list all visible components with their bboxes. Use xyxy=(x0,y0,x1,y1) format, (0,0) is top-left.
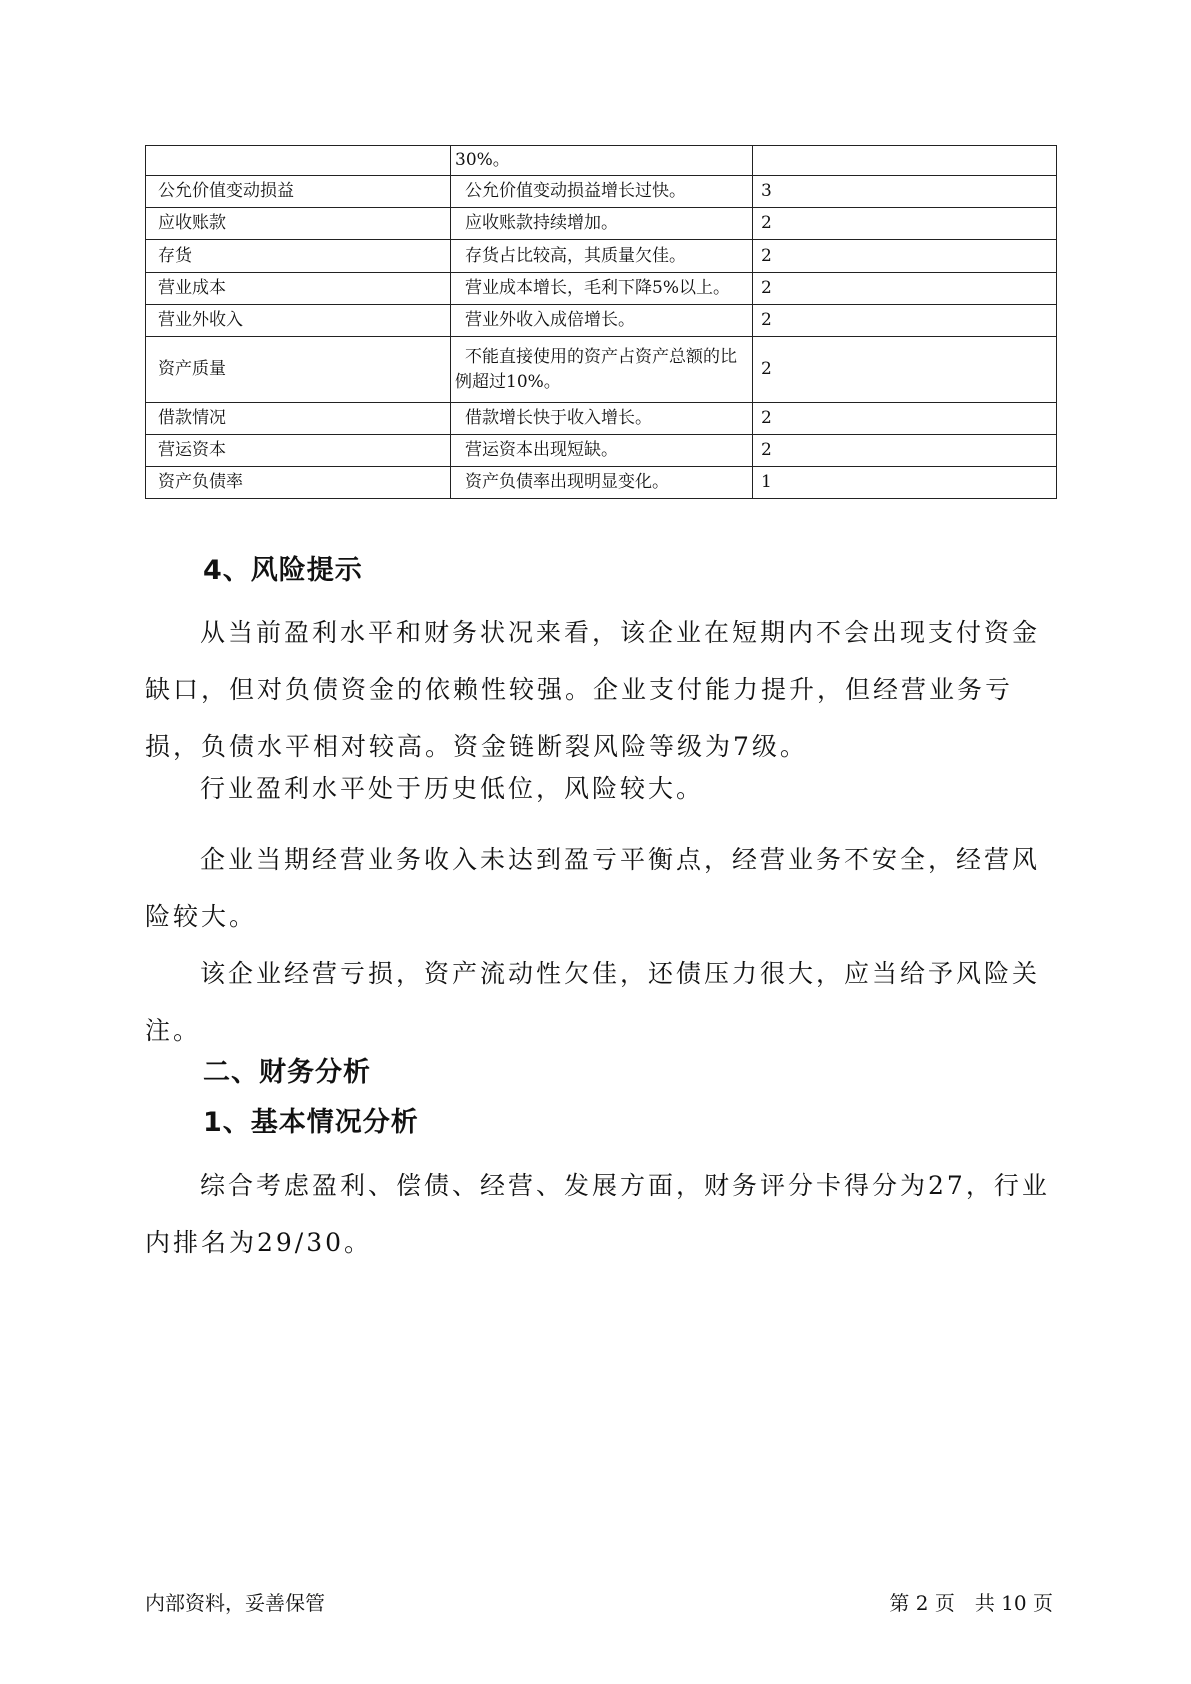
finance-subsection-heading: 1、基本情况分析 xyxy=(203,1107,419,1138)
finance-paragraph-text: 综合考虑盈利、偿债、经营、发展方面，财务评分卡得分为27，行业内排名为29/30。 xyxy=(145,1171,1050,1257)
table-cell-item: 资产负债率 xyxy=(146,467,451,499)
table-cell-score: 2 xyxy=(753,240,1057,273)
table-cell-desc: 借款增长快于收入增长。 xyxy=(451,403,753,435)
table-row xyxy=(146,467,1057,499)
table-row xyxy=(146,208,1057,240)
table-cell-score: 1 xyxy=(753,467,1057,499)
risk-paragraph-3 xyxy=(145,831,1060,945)
table-cell-desc: 不能直接使用的资产占资产总额的比例超过10%。 xyxy=(451,337,753,403)
table-cell-score: 2 xyxy=(753,403,1057,435)
table-cell-score: 2 xyxy=(753,337,1057,403)
table-row xyxy=(146,337,1057,403)
table-row xyxy=(146,305,1057,337)
table-cell-desc: 30%。 xyxy=(451,146,753,176)
footer-page-number: 第 2 页 共 10 页 xyxy=(889,1591,1053,1615)
risk-paragraph-1-text: 从当前盈利水平和财务状况来看，该企业在短期内不会出现支付资金缺口，但对负债资金的依赖性较强。企业支付能力提升，但经营业务亏损，负债水平相对较高。资金链断裂风险等级为7级。 xyxy=(145,618,1041,761)
table-cell-desc: 资产负债率出现明显变化。 xyxy=(451,467,753,499)
risk-paragraph-2-text: 行业盈利水平处于历史低位，风险较大。 xyxy=(200,774,705,803)
table-row xyxy=(146,240,1057,273)
table-cell-item: 营业成本 xyxy=(146,273,451,305)
table-cell-desc: 营运资本出现短缺。 xyxy=(451,435,753,467)
table-cell-item: 公允价值变动损益 xyxy=(146,176,451,208)
table-row xyxy=(146,176,1057,208)
table-cell-item: 营运资本 xyxy=(146,435,451,467)
table-cell-item: 应收账款 xyxy=(146,208,451,240)
risk-paragraph-2 xyxy=(145,760,1060,817)
table-row xyxy=(146,403,1057,435)
risk-paragraph-4 xyxy=(145,945,1060,1059)
table-cell-score: 3 xyxy=(753,176,1057,208)
table-cell-score: 2 xyxy=(753,273,1057,305)
table-row xyxy=(146,435,1057,467)
finance-section-heading: 二、财务分析 xyxy=(203,1057,371,1088)
table-cell-desc: 营业成本增长，毛利下降5%以上。 xyxy=(451,273,753,305)
risk-paragraph-3-text: 企业当期经营业务收入未达到盈亏平衡点，经营业务不安全，经营风险较大。 xyxy=(145,845,1041,931)
table-cell-desc: 公允价值变动损益增长过快。 xyxy=(451,176,753,208)
table-cell-item: 存货 xyxy=(146,240,451,273)
risk-paragraph-4-text: 该企业经营亏损，资产流动性欠佳，还债压力很大，应当给予风险关注。 xyxy=(145,959,1041,1045)
table-cell-item: 借款情况 xyxy=(146,403,451,435)
table-cell-item xyxy=(146,146,451,176)
finance-paragraph xyxy=(145,1157,1060,1271)
table-cell-score xyxy=(753,146,1057,176)
risk-paragraph-1 xyxy=(145,604,1060,775)
risk-indicator-table xyxy=(145,145,1057,499)
table-cell-desc: 应收账款持续增加。 xyxy=(451,208,753,240)
table-cell-item: 营业外收入 xyxy=(146,305,451,337)
table-cell-score: 2 xyxy=(753,435,1057,467)
table-cell-item: 资产质量 xyxy=(146,337,451,403)
table-cell-score: 2 xyxy=(753,208,1057,240)
footer-confidential-note: 内部资料，妥善保管 xyxy=(145,1591,325,1615)
table-row xyxy=(146,273,1057,305)
table-cell-desc: 营业外收入成倍增长。 xyxy=(451,305,753,337)
table-cell-score: 2 xyxy=(753,305,1057,337)
table-cell-desc: 存货占比较高，其质量欠佳。 xyxy=(451,240,753,273)
risk-section-heading: 4、风险提示 xyxy=(203,555,363,586)
table-row xyxy=(146,146,1057,176)
